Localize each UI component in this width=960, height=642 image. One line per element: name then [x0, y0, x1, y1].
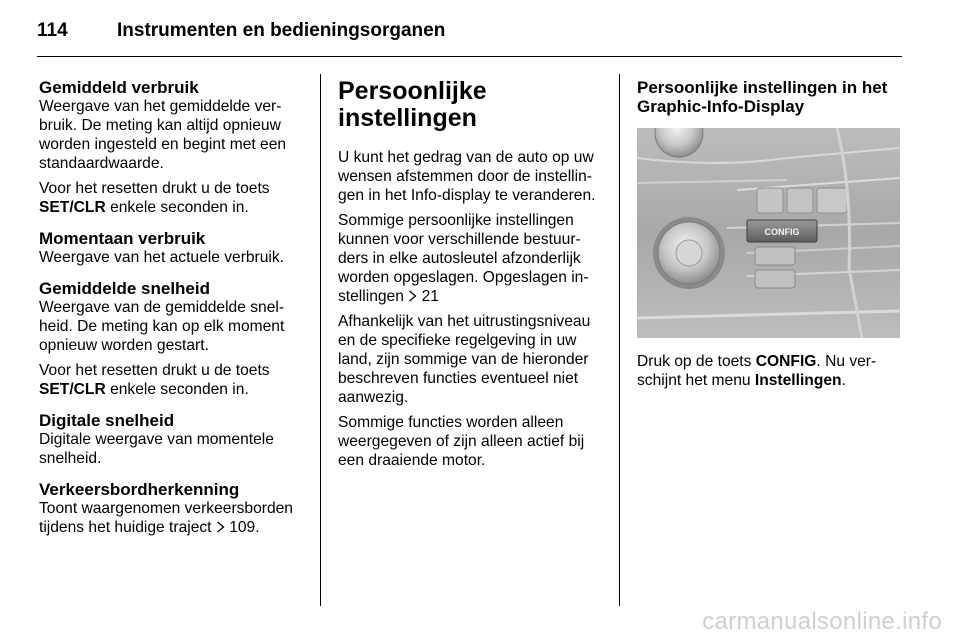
column-divider — [320, 74, 321, 606]
section-title: Gemiddeld verbruik — [39, 78, 199, 97]
section-title: Verkeersbordherkenning — [39, 480, 240, 499]
section-title: Digitale snelheid — [39, 411, 175, 430]
section-paragraph: Sommige persoonlijke instellingen kunnen voor verschillende bestuur-ders in elke autosleutel afzonderlijk worden opgeslagen. Opgeslagen in-stellingen 21 — [338, 212, 589, 305]
watermark: carmanualsonline.info — [702, 608, 942, 635]
section-title: Momentaan verbruik — [39, 229, 206, 248]
section-paragraph: U kunt het gedrag van de auto op uw wensen afstemmen door de instellin-gen in het Info-display te veranderen. — [338, 149, 596, 204]
section-paragraph: Digitale weergave van momentele snelheid. — [39, 431, 274, 467]
column-divider — [619, 74, 620, 606]
section-paragraph: Weergave van de gemiddelde snel-heid. De meting kan op elk moment opnieuw worden gestart. — [39, 299, 285, 354]
section-paragraph: Weergave van het actuele verbruik. — [39, 249, 285, 266]
section-paragraph: Voor het resetten drukt u de toets SET/CLR enkele seconden in. — [39, 180, 270, 216]
page-header-title: Instrumenten en bedieningsorganen — [117, 20, 446, 41]
config-panel-image — [637, 128, 900, 338]
key-label: SET/CLR — [39, 199, 106, 216]
menu-label: Instellingen — [754, 372, 842, 389]
section-paragraph: Weergave van het gemiddelde ver-bruik. De meting kan altijd opnieuw worden ingesteld en begint met een standaardwaarde. — [39, 98, 287, 172]
column-2 — [338, 78, 606, 470]
column-3 — [637, 78, 902, 116]
key-label: CONFIG — [755, 353, 817, 370]
page-header — [37, 14, 917, 54]
section-paragraph: Afhankelijk van het uitrustingsniveau en de specifieke regelgeving in uw land, zijn sommige van de hieronder beschreven functies eventueel niet aanwezig. — [338, 313, 591, 406]
page-reference[interactable]: 109. — [229, 519, 260, 536]
section-paragraph: Toont waargenomen verkeersborden tijdens het huidige traject 109. — [39, 500, 293, 536]
section-paragraph: Sommige functies worden alleen weergegeven of zijn alleen actief bij een draaiende motor. — [338, 414, 585, 469]
page-reference-icon — [408, 288, 417, 305]
image-caption: Druk op de toets CONFIG. Nu ver-schijnt het menu Instellingen. — [637, 353, 877, 389]
page-reference[interactable]: 21 — [421, 288, 439, 305]
section-paragraph: Voor het resetten drukt u de toets SET/CLR enkele seconden in. — [39, 362, 270, 398]
page-reference-icon — [216, 519, 225, 536]
config-button-label: CONFIG — [764, 227, 800, 237]
section-title: Persoonlijke instellingen in het Graphic-Info-Display — [637, 78, 888, 116]
section-title: Gemiddelde snelheid — [39, 279, 210, 298]
column-1 — [39, 78, 307, 537]
key-label: SET/CLR — [39, 381, 106, 398]
header-rule — [37, 56, 902, 57]
page-number: 114 — [37, 20, 68, 41]
section-heading: Persoonlijke instellingen — [338, 77, 487, 132]
